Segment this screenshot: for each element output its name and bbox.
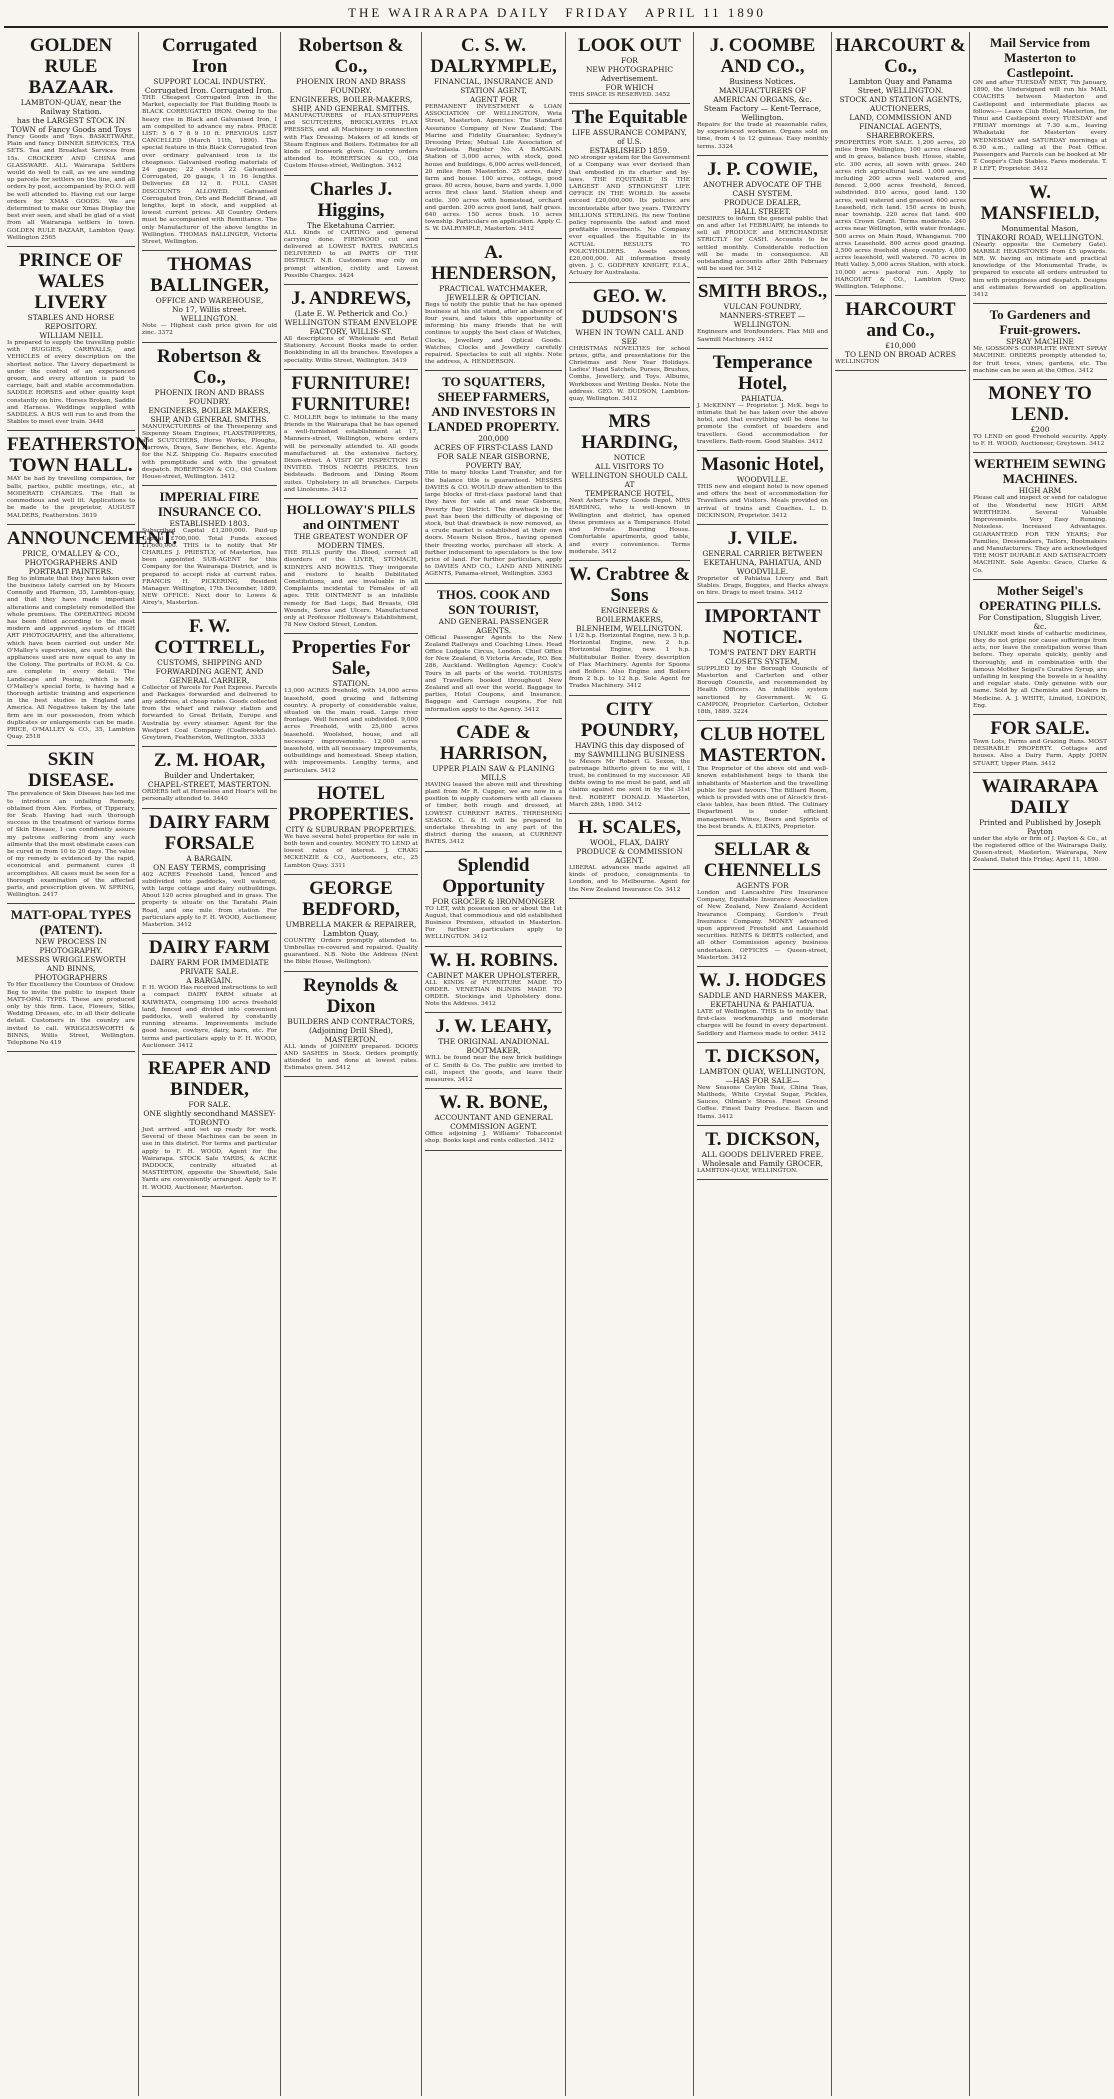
ad-subheading: DAIRY FARM FOR IMMEDIATE PRIVATE SALE. xyxy=(150,958,269,977)
ad-body: Just arrived and set up ready for work. Several of these Machines can be seen in use in this district. For terms and particular apply to F. H. WOOD, Agent for the Wairarapa. STOCK Sale YARDS, & ACRE PADDOCK, centrally situated at MASTERTON, opposite the Showfield, Sale Yards are conveniently arranged. Apply to F. H. WOOD, Auctioneer, Masterton. xyxy=(142,1127,277,1191)
advertisement xyxy=(697,32,828,156)
ad-body: Mr. GOSSON'S COMPLETE PATENT SPRAY MACHINE. ORDERS promptly attended to, for fruit trees, vines, gardens, etc. The machine can be seen at the Office. 3412 xyxy=(973,346,1107,374)
ad-subheading: WOODVILLE. xyxy=(736,475,789,485)
ad-body: Is prepared to supply the travelling public with BUGGIES, CARRYALLS, and VEHICLES of every description on the shortest notice. The Livery department is under the control of an experienced groom, and every attention is paid to carriage, bait and stable accommodation. SADDLE HORSES and other quality kept constantly on hire. Horses Broken, Saddle and Harness. Weddings supplied with SADDLES. A BUS will run to and from the Stables to meet ever train. 3448 xyxy=(7,340,135,426)
ad-body: THE PILLS purify the Blood, correct all disorders of the LIVER, STOMACH, KIDNEYS AND BOWELS. They invigorate and restore to health Debilitated Constitutions, and are invaluable in all Complaints incidental to Females of all ages. THE OINTMENT is an infallible remedy for Bad Legs, Bad Breasts, Old Wounds, Sores and Ulcers. Manufactured only at Professor Holloway's Establishment, 78 New Oxford Street, London. xyxy=(284,550,418,629)
ad-subheading: HAVING this day disposed of my SAWMILLING BUSINESS xyxy=(574,740,685,759)
ad-body: PROPERTIES FOR SALE. 1,200 acres, 20 miles from Wellington, 100 acres cleared and in grass, balance bush. House, stable, etc. 300 acres, all sown with grass. 240 acres rich agricultural land. 1,000 acres, including 200 acres well watered and fenced. 2,000 acres freehold, fenced, subdivided. 810 acres, good land. 130 acres, well watered and grassed. 600 acres Leasehold, rich land. 150 acres in bush, near township. 220 acres flat land. 400 acres Crown Grant. Terms moderate. 240 acres near Wellington, with water frontage. 500 acres on Main Road, Whanganui. 700 acres Leasehold. 800 acres good grazing. 2,500 acres freehold sheep country. 4,000 acres leasehold, well watered. 70 acres in Hutt Valley. 5,000 acres Station, with stock. 10,000 acres pastoral run. Apply to HARCOURT & CO., Lambton Quay, Wellington. Telephone. xyxy=(835,140,966,291)
ad-body: Title to many blocks Land Transfer, and for the balance title is guaranteed. MESSRS DAVIES & CO. WOULD draw attention to the large blocks of first-class pastoral land that they have for sale at and near Gisborne, Poverty Bay District. The drawback in the past has been the difficulty of disposing of stock, but that drawback is now removed, as a crude market is established at their own doors. Messrs Nelson Bros., having opened their freezing works, purchase all stock. A further inducement to speculators is the low price of land. For further particulars, apply to DAVIES AND CO., LAND AND MINING AGENTS, Panama-street, Wellington. 3363 xyxy=(425,470,562,578)
ad-heading: J. W. LEAHY, xyxy=(435,1016,552,1038)
ad-heading: F. W. COTTRELL, xyxy=(154,615,265,658)
ad-subheading: THE ORIGINAL ANADIONAL BOOTMAKER, xyxy=(438,1037,549,1056)
advertisement xyxy=(569,696,690,814)
advertisement xyxy=(7,32,135,247)
advertisement xyxy=(973,32,1107,179)
ad-heading: MATT-OPAL TYPES (PATENT). xyxy=(10,907,132,938)
ad-subheading: TEMPERANCE HOTEL, xyxy=(584,489,675,499)
ad-body: Next Asher's Fancy Goods Depot. MRS HARDING, who is well-known in Wellington and district, has opened these premises as a Temperance Hotel and Private Boarding House. Comfortable apartments, good table, and every convenience. Terms moderate. 3412 xyxy=(569,498,690,555)
ad-subheading: SADDLE AND HARNESS MAKER, EKETAHUNA & PAHIATUA. xyxy=(698,990,827,1009)
advertisement xyxy=(697,967,828,1043)
ad-heading: J. COOMBE AND CO., xyxy=(709,35,816,77)
ad-body: THIS new and elegant hotel is now opened and offers the best of accommodation for Travellers and Visitors. Meals provided on arrival of trains and Coaches. L. D. DICKINSON, Proprietor. 3412 xyxy=(697,484,828,519)
advertisement xyxy=(142,486,277,612)
advertisement xyxy=(697,156,828,279)
ad-heading: Robertson & Co., xyxy=(156,345,263,388)
masthead-title: THE WAIRARAPA DAILY xyxy=(348,5,552,20)
ad-body: Official Passenger Agents to the New Zealand Railways and Coaching Lines. Head Office Ludgate Circus, London. Chief Office for New Zealand, 6 Victoria Arcade, P.O. Box 286, Auckland. Wellington Agency: Cook's Tours in all parts of the world. TOURISTS and Travellers booked throughout New Zealand and all over the world. Baggage to parties, Hotel Coupons, and Insurance. Baggage and Carriage coupons. For full information apply to the Agency. 3412 xyxy=(425,634,562,713)
ad-subheading: WILLIAM NEILL xyxy=(39,331,103,341)
ad-subheading: STATION. xyxy=(332,679,370,689)
ad-subheading: NOTICE xyxy=(613,453,646,463)
ad-subheading: ANOTHER ADVOCATE OF THE CASH SYSTEM. xyxy=(703,179,822,198)
masthead xyxy=(0,2,1114,24)
ad-subheading: TO LEND ON BROAD ACRES xyxy=(845,350,956,360)
ad-subheading: ALL VISITORS TO WELLINGTON SHOULD CALL AT xyxy=(571,462,688,490)
advertisement xyxy=(142,934,277,1055)
ad-heading: Splendid Opportunity xyxy=(442,854,545,897)
ad-subheading: £200 xyxy=(1030,425,1050,435)
ad-heading: W. Crabtree & Sons xyxy=(569,563,690,606)
ad-body: Engineers and Ironfounders. Flax Mill and Sawmill Machinery. 3412 xyxy=(697,329,828,343)
ad-heading: ANNOUNCEMENT. xyxy=(7,527,178,549)
ad-subheading: Corrugated Iron. Corrugated Iron. xyxy=(144,86,275,95)
ad-subheading: Monumental Mason, xyxy=(1001,223,1079,233)
advertisement xyxy=(569,814,690,899)
ad-subheading: has the LARGEST STOCK IN TOWN of Fancy Goods and Toys xyxy=(10,116,132,134)
ad-heading: W. R. BONE, xyxy=(439,1092,548,1114)
advertisement xyxy=(425,371,562,583)
ad-subheading: WOOL, FLAX, DAIRY PRODUCE & COMMISSION AGENT. xyxy=(576,837,683,865)
ad-subheading: FINANCIAL, INSURANCE AND STATION AGENT, xyxy=(433,77,553,95)
column-1 xyxy=(4,32,178,2096)
advertisement xyxy=(425,947,562,1014)
ad-heading: LOOK OUT xyxy=(578,35,681,56)
advertisement xyxy=(425,32,562,239)
ad-body: Please call and inspect or send for catalogue of the Wonderful new HIGH ARM WERTHEIM. Several Valuable Improvements. Very Easy Running. Noiseless. Increased Advantages. GUARANTEED FOR TEN YEARS; For Families, Dressmakers, Tailors, Bootmakers and Manufacturers. They are acknowledged THE MOST DURABLE AND SATISFACTORY MACHINE. Sole Agents: Graco, Clarke & Co. xyxy=(973,495,1107,574)
ad-body: ALL Kinds of CARTING and general carrying done. FIREWOOD cut and delivered at LOWEST RATES. PARCELS DELIVERED to all PARTS OF THE DISTRICT. N.B. Customers may rely on prompt attention, civility and Lowest Possible Charges. 3424 xyxy=(284,229,418,279)
ad-body: ORDERS left at Horseless and Hoar's will be personally attended to. 3440 xyxy=(142,789,277,803)
ad-subheading: WHEN IN TOWN CALL AND SEE xyxy=(575,327,684,346)
ad-heading: Charles J. Higgins, xyxy=(309,178,393,221)
ad-subheading: FOR GROCER & IRONMONGER xyxy=(432,896,555,906)
ad-subheading: CUSTOMS, SHIPPING AND FORWARDING AGENT, AND GENERAL CARRIER, xyxy=(155,657,264,685)
ad-body: All descriptions of Wholesale and Retail Stationery. Account Books made to order. Bookbinding in all its branches. Envelopes a speciality. Willis Street, Wellington. 3419 xyxy=(284,336,418,364)
advertisement xyxy=(697,349,828,451)
ad-subheading: The Eketahuna Carrier. xyxy=(306,220,395,230)
advertisement xyxy=(7,904,135,1052)
ad-heading: Temperance Hotel, xyxy=(712,351,813,394)
ad-subheading: A BARGAIN. xyxy=(186,853,233,863)
advertisement xyxy=(697,278,828,348)
masthead-day: FRIDAY xyxy=(565,5,631,20)
ad-subheading: OFFICE AND WAREHOUSE, xyxy=(155,296,264,306)
ad-subheading: A BARGAIN. xyxy=(186,976,233,986)
ad-body: C. MOLLER begs to intimate to the many friends in the Wairarapa that he has opened a well-furnished establishment at 17, Manners-street, Wellington, where orders will be personally attended to. All goods manufactured at the extensive factory, Dixon-street. A VISIT OF INSPECTION IS INVITED. THOS NORTH PRICES. Iron bedsteads. Bedroom and Dining Room suites. Upholstery in all branches. Carpets and Linoleums. 3412 xyxy=(284,414,418,493)
ad-body: Office adjoining J. Williams' Tobacconist shop. Books kept and rents collected. 3412 xyxy=(425,1131,562,1145)
ad-body: MAY be had by travelling companies, for balls, parties, public meetings, etc., at MODERATE CHARGES. The Hall is commodious and well lit. Applications to be made to the proprietor, AUGUST MALDERS, Featherston. 3619 xyxy=(7,476,135,519)
ad-heading: The Equitable xyxy=(571,107,688,129)
ad-subheading: (Adjoining Drill Shed), xyxy=(308,1025,394,1035)
advertisement xyxy=(284,370,418,499)
advertisement xyxy=(142,32,277,251)
ad-subheading: (Late E. W. Petherick and Co.) xyxy=(294,309,408,319)
ad-heading: J. VILE. xyxy=(727,528,798,550)
ad-heading: T. DICKSON, xyxy=(705,1128,820,1150)
advertisement xyxy=(973,179,1107,305)
ad-subheading: ONE slightly secondhand MASSEY-TORONTO xyxy=(143,1109,276,1128)
ad-heading: SELLAR & CHENNELLS xyxy=(703,838,822,881)
ad-subheading: Lambton Quay and Panama Street, WELLINGTON. xyxy=(848,77,953,95)
ad-heading: W. J. HODGES xyxy=(698,969,827,991)
ad-subheading: MANNERS-STREET — WELLINGTON. xyxy=(719,311,806,330)
ad-body: TO LEND on good Freehold security. Apply to F. H. WOOD, Auctioneer, Greytown. 3412 xyxy=(973,434,1107,448)
column-2 xyxy=(139,32,281,2096)
ad-subheading: SUPPORT LOCAL INDUSTRY. xyxy=(153,77,266,86)
ad-heading: C. S. W. DALRYMPLE, xyxy=(430,35,557,77)
advertisement xyxy=(284,780,418,875)
ad-body: SUPPLIED by the Borough Councils of Masterton and Carterton and other Borough Councils, and recommended by Health Officers. An infallible system sanctioned by Government. W. G. CAMPION, Proprietor. Carterton, October 18th, 1889. 3224 xyxy=(697,665,828,715)
ad-subheading: PHOENIX IRON AND BRASS FOUNDRY. xyxy=(154,387,265,406)
ad-subheading: AGENTS FOR xyxy=(736,880,789,890)
ad-body: Subscribed Capital £1,200,000. Paid-up Capital £700,000. Total Funds exceed £1,600,000. THIS is to notify that Mr CHARLES J. PRIESTLY, of Masterton, has been appointed SUB-AGENT for this Company for the Wairarapa District, and is prepared to accept risks at current rates. FRANCIS H. PICKERING, Resident Manager. Wellington, 17th December, 1889. NEW OFFICE: Next door to Lowes & Airey's, Masterton. xyxy=(142,528,277,607)
ad-subheading: UPPER PLAIN SAW & PLANING MILLS xyxy=(432,763,555,782)
ad-body: ALL kinds of JOINERY prepared. DOORS AND SASHES in Stock. Orders promptly attended to and done at lowest rates. Estimates given. 3412 xyxy=(284,1043,418,1072)
ad-heading: WERTHEIM SEWING MACHINES. xyxy=(973,456,1107,487)
advertisement xyxy=(142,343,277,487)
ad-body: to Messrs Mr Robert G. Sexon, the patronage hitherto given to me will, I trust, be continued to my successor. All debts owing to me must be paid, and all claims against me sent in by the 31st first. ROBERT DONALD. Masterton, March 28th, 1890. 3412 xyxy=(569,758,690,808)
ad-subheading: ON EASY TERMS, comprising xyxy=(153,862,266,872)
ad-subheading: 200,000 xyxy=(478,434,509,444)
ad-heading: DAIRY FARM FORSALE xyxy=(148,811,271,854)
advertisement xyxy=(569,561,690,696)
ad-heading: GOLDEN RULE BAZAAR. xyxy=(28,35,114,98)
ad-body: CHRISTMAS NOVELTIES for school prizes, gifts, and presentations for the Christmas and New Year Holidays. Ladies' Hand Satchels, Purses, Brushes, Combs, Jewellery, and Toys. Albums, Workboxes and Writing Desks. Note the address. GEO. W. DUDSON, Lambton-quay, Wellington. 3412 xyxy=(569,345,690,403)
ad-heading: FURNITURE! FURNITURE! xyxy=(291,372,411,415)
advertisement xyxy=(697,603,828,721)
masthead-rule xyxy=(4,26,1108,28)
ad-subheading: Printed and Published by Joseph Payton xyxy=(979,817,1101,836)
ad-body: (Nearly opposite the Cemetery Gate). MARBLE HEADSTONES from £5 upwards. MR. W. having an intimate and practical knowledge of the Monumental Trade, is prepared to execute all orders entrusted to him with promptness and despatch. Designs and estimates forwarded on application. 3412 xyxy=(973,241,1107,299)
advertisement xyxy=(697,525,828,603)
ad-subheading: LAMBTON-QUAY, near the Railway Station. xyxy=(20,98,122,116)
ad-body: under the style or firm of J. Payton & Co., at the registered office of the Wairarapa Daily, Queen-street, Masterton, Wairarapa, New Zealand. Dated this Friday, April 11, 1890. xyxy=(973,835,1107,864)
ad-subheading: BLENHEIM, WELLINGTON. xyxy=(576,623,683,633)
advertisement xyxy=(697,721,828,836)
ad-body: 13,000 ACRES freehold, with 14,000 acres leasehold, good grazing and fattening country. A property of considerable value, situated on the main road. Large river frontage. Well fenced and subdivided. 9,000 acres Freehold, with 25,000 acres leasehold. Woolshed, house, and all necessary improvements. 12,000 acres leasehold, with all necessary improvements, outbuildings and homestead. Sheep station, with improvements. Lengthy terms, and particulars. 3412 xyxy=(284,688,418,774)
ad-heading: WAIRARAPA DAILY xyxy=(981,775,1099,818)
ad-heading: IMPERIAL FIRE INSURANCE CO. xyxy=(157,489,262,520)
ad-heading: W. MANSFIELD, xyxy=(980,181,1100,224)
ad-subheading: MASTERTON. xyxy=(324,1034,378,1044)
ad-heading: TO SQUATTERS, SHEEP FARMERS, AND INVESTORS IN LANDED PROPERTY. xyxy=(427,374,560,435)
ad-subheading: VULCAN FOUNDRY, xyxy=(723,302,802,312)
ad-body: LAMBTON-QUAY, WELLINGTON. xyxy=(697,1167,798,1174)
advertisement xyxy=(697,1043,828,1126)
ad-subheading: No 17, Willis street. xyxy=(172,305,247,315)
ad-subheading: THE GREATEST WONDER OF MODERN TIMES. xyxy=(293,532,409,551)
ad-heading: REAPER AND BINDER, xyxy=(148,1058,271,1101)
ad-subheading: NEW PHOTOGRAPHIC Advertisement. xyxy=(585,65,674,83)
ad-body: Repairs for the trade at reasonable rates, by experienced workmen. Organs sold on time, from 4 to 12 guineas. Easy monthly terms. 3324 xyxy=(697,122,828,150)
ad-subheading: NEW PROCESS IN PHOTOGRAPHY. xyxy=(35,937,107,956)
ad-subheading: WELLINGTON. xyxy=(180,314,239,324)
ad-subheading: FOR xyxy=(621,56,638,65)
advertisement xyxy=(142,613,277,748)
ad-body: Begs to notify the public that he has opened business at his old stand, after an absence of four years, and takes this opportunity of informing his many friends that he will continue to supply the best class of Watches, Clocks, Jewellery and Optical Goods. Watches, Clocks and Jewellery carefully repaired. Spectacles to suit all sights. Note the address, A. HENDERSON. xyxy=(425,301,562,366)
ad-heading: PRINCE OF WALES LIVERY xyxy=(19,250,123,314)
ad-body: THIS SPACE IS RESERVED. 3452 xyxy=(569,92,671,98)
ad-body: F. H. WOOD Has received instructions to sell a compact DAIRY FARM situate at KAIWHATA, comprising 100 acres freehold land, fenced and divided into convenient paddocks, well watered by constantly running streams. Improvements include good house, cowbyre, dairy, barn, etc. For terms and particulars apply to F. H. WOOD, Auctioneer. 3412 xyxy=(142,985,277,1049)
ad-heading: Corrugated Iron xyxy=(162,35,257,77)
ad-subheading: ESTABLISHED 1803. xyxy=(169,519,250,529)
ad-body: LIBERAL advances made against all kinds of produce, consignments to London, and to Melbourne. Agent for the New Zealand Insurance Co. 3412 xyxy=(569,864,690,893)
ad-subheading: PHOTOGRAPHERS xyxy=(34,973,108,983)
advertisement xyxy=(142,747,277,808)
ad-subheading: Business Notices. xyxy=(729,77,796,86)
advertisement xyxy=(569,408,690,561)
ad-body: The Proprietor of the above old and well-known establishment begs to thank the inhabitants of Masterton and the travelling public for past favours. The Billiard Room, which is provided with one of Alcock's first-class tables, has been fitted. The Culinary Department is under efficient management. Wines, Beers and Spirits of the best brands. A. ELKINS, Proprietor. xyxy=(697,766,828,830)
advertisement xyxy=(973,580,1107,715)
ad-heading: HOTEL PROPERTIES. xyxy=(288,782,414,825)
ad-heading: Mail Service from Masterton to Castlepoint. xyxy=(989,35,1091,80)
ad-heading: HARCOURT & Co., xyxy=(835,35,966,77)
advertisement xyxy=(569,104,690,282)
ad-body: We have several hotel properties for sale in both town and country. MONEY TO LEND at lowest rates of interest. J. CRAIG MCKENZIE & CO., Auctioneers, etc., 25 Lambton Quay. 3311 xyxy=(284,833,418,869)
ad-subheading: GENERAL CARRIER BETWEEN EKETAHUNA, PAHIATUA, AND WOODVILLE. xyxy=(702,549,823,577)
advertisement xyxy=(835,32,966,296)
ad-subheading: CITY & SUBURBAN PROPERTIES. xyxy=(285,824,417,834)
ad-heading: HOLLOWAY'S PILLS and OINTMENT xyxy=(286,502,416,533)
ad-body: MANUFACTURERS of FLAX-STRIPPERS and SCUTCHERS, BRICKLAYERS FLAX PRESSES, and all Machinery in connection with Flax Dressing. Makers of all kinds of Steam Engines and Boilers. Estimates for all kinds of Ironwork given. Country orders attended to. ROBERTSON & CO., Old Custom House-street, Wellington. 3412 xyxy=(284,113,418,170)
advertisement xyxy=(973,453,1107,579)
ad-subheading: CABINET MAKER UPHOLSTERER, xyxy=(426,970,561,980)
advertisement xyxy=(425,584,562,719)
ad-heading: SKIN DISEASE. xyxy=(27,749,115,792)
ad-body: HAVING leased the above mill and threshing plant from Mr R. Cupper, we are now in a position to supply customers with all classes of timber, both rough and dressed, at LOWEST CURRENT RATES. THRESHING SEASON. C. & H. will be prepared to undertake threshing in any part of the district during the season, at CURRENT RATES. 3412 xyxy=(425,781,562,846)
ad-subheading: LIFE ASSURANCE COMPANY, of U.S. xyxy=(572,128,687,147)
advertisement xyxy=(569,32,690,104)
ad-body: NO stronger system for the Government of a Company was ever devised than that embodied in its charter and by-laws. THE EQUITABLE IS THE LARGEST AND STRONGEST LIFE OFFICE IN THE WORLD. Its assets exceed £20,000,000. Its policies are incontestable after two years. TWENTY MILLIONS STERLING. Its new Tontine policy represents the safest and most profitable investments. No Company ever equalled the Equitable in its ACTUAL RESULTS TO POLICYHOLDERS. Assets exceed £20,000,000. All information freely given. J. C. GODFREY KNIGHT, F.I.A., Actuary for Australasia. xyxy=(569,155,690,277)
ad-body: THE Cheapest Corrugated Iron in the Market, especially for Flat Building Roofs is BLACK CORRUGATED IRON. Owing to the heavy rise in Black and Galvanised Iron, I am compelled to advance my rates. PRICE LIST: 5 6 7 8 9 10 ft. PREVIOUS LIST CANCELLED (March 11th, 1890). The special feature in this Black Corrugated Iron over ordinary galvanised iron is its cheapness. Galvanised roofing materials of 24 gauge; 22 sheets 22 Galvanised Corrugated, 26 gauge, 1 in 16 lengths. Deliveries £8 12 8. FULL CASH DISCOUNTS ALLOWED. Galvanised Corrugated Iron, Orb and Redcliff Brand, all lengths, kept in stock, and supplied at lowest current prices. All Country Orders must be accompanied with Remittance. The only Manufacturer of the above lengths in Wellington. THOMAS BALLINGER, Victoria Street, Wellington. xyxy=(142,95,277,246)
column-6 xyxy=(694,32,832,2096)
advertisement xyxy=(835,296,966,371)
ad-heading: Mother Seigel's OPERATING PILLS. xyxy=(979,582,1101,613)
masthead-date: APRIL 11 1890 xyxy=(644,5,766,20)
advertisement xyxy=(284,32,418,176)
ad-heading: A. HENDERSON, xyxy=(430,241,557,284)
ad-subheading: For Constipation, Sluggish Liver, &c. xyxy=(978,612,1102,631)
ad-heading: FOR SALE. xyxy=(990,717,1090,739)
ad-heading: Robertson & Co., xyxy=(298,35,404,77)
ad-body: COUNTRY Orders promptly attended to. Umbrellas re-covered and repaired. Quality guaranteed. N.B. Note the Address (Next the Bible House, Wellington). xyxy=(284,937,418,966)
ad-body: New Seasons Ceylon Teas, China Teas, Maltheds, White Crystal Sugar, Pickles, Sauces, Oilman's Stores. Finest Ground Coffee. Finest Dairy Produce. Bacon and Hams. 3412 xyxy=(697,1084,828,1120)
ad-heading: CITY POUNDRY, xyxy=(580,698,679,741)
ad-heading: MRS HARDING, xyxy=(581,411,678,454)
ad-heading: THOS. COOK AND SON TOURIST, xyxy=(436,586,551,617)
advertisement xyxy=(284,875,418,972)
ad-subheading: Lambton Quay, xyxy=(322,928,380,938)
ad-body: DESIRES to inform the general public that on and after 1st FEBRUARY, he intends to sell all PRODUCE and MERCHANDISE STRICTLY for CASH. Accounts to be settled monthly. Considerable reduction will be made in consequence. All outstanding accounts after 28th February will be sued for. 3412 xyxy=(697,215,828,273)
ad-body: London and Lancashire Fire Insurance Company, Equitable Insurance Association of New Zealand, New Zealand Accident Insurance Company, Gordon's Fruit Insurance Company. MONEY advanced upon approved Freehold and Leasehold securities. RENTS & DEBTS collected, and all other Commission agency business undertaken. OFFICES — Queen-street, Masterton. 3412 xyxy=(697,889,828,961)
advertisement xyxy=(569,283,690,409)
ad-subheading: WELLINGTON STEAM ENVELOPE FACTORY, WILLIS-ST. xyxy=(284,318,418,337)
ad-heading: Masonic Hotel, xyxy=(701,454,824,476)
ad-heading: J. P. COWIE, xyxy=(707,158,818,180)
advertisement xyxy=(284,285,418,370)
ad-heading: IMPORTANT NOTICE. xyxy=(704,605,821,648)
ad-subheading: LAND, COMMISSION AND FINANCIAL AGENTS, SHAREBROKERS. xyxy=(849,113,952,140)
advertisement xyxy=(284,634,418,779)
ad-subheading: PRACTICAL WATCHMAKER, JEWELLER & OPTICIAN. xyxy=(439,283,548,302)
ad-subheading: ENGINEERS, BOILER-MAKERS, SHIP, AND GENERAL SMITHS. xyxy=(289,95,413,113)
ad-subheading: STABLES AND HORSE REPOSITORY. xyxy=(27,313,115,332)
ad-subheading: ENGINEERS & BOILERMAKERS, xyxy=(596,605,663,624)
ad-heading: MONEY TO LEND. xyxy=(988,383,1092,426)
advertisement xyxy=(697,836,828,967)
ad-body: Proprietor of Pahiatua Livery and Bait Stables. Drags, Buggies, and Hacks always on hire. Drags to meet trains. 3412 xyxy=(697,576,828,597)
advertisement xyxy=(425,852,562,947)
ad-body: PERMANENT INVESTMENT & LOAN ASSOCIATION OF WELLINGTON, Weta Street, Masterton. Agencies: The Standard Assurance Company of New Zealand; The Marine and Fidelity Guarantee; Sydney's Dressing Prize; Mutual Life Association of Australasia. Register No. A BARGAIN. Station of 3,000 acres, with stock, good house and buildings. 6,000 acres well-fenced, 20 miles from Masterton. 25 acres, dairy farm and house. 100 acres, cottage, good grass. 80 acres, house, barn and yards. 1,000 acres first class land. Station sheep and cattle. 300 acres with homestead, orchard and garden. 200 acres good land, half grass. 640 acres. 150 acres bush. 10 acres township. Particulars on application. Apply C. S. W. DALRYMPLE, Masterton. 3412 xyxy=(425,104,562,233)
ad-subheading: MESSRS WRIGGLESWORTH AND BINNS, xyxy=(16,955,126,974)
ad-body: Beg to intimate that they have taken over the business lately carried on by Messrs Connolly and Harmon, 35, Lambton-quay, and that they have made important alterations and completely remodelled the whole premises. The OPERATING ROOM has been fitted according to the most modern and approved system of HIGH ART PHOTOGRAPHY, and the alterations, which have been carried out under Mr. O'Malley's supervision, are such that the appliances used are now equal to any in the Colony. The portraits of P.O.M. & Co. are complete in every detail. The Landscape and Posing, which is Mr. O'Malley's special forte, is having had a thorough artistic training and experience in the best studios in England and America. All Negatives taken by the late firm are in our possession, from which duplicates or enlargements can be made. PRICE, O'MALLEY & CO., 35, Lambton Quay. 2518 xyxy=(7,575,135,741)
ad-body: TO LET, with possession on or about the 1st August, that commodious and old established Business Premises, situated in Masterton. For further particulars apply to WELLINGTON. 3412 xyxy=(425,905,562,941)
ad-body: WELLINGTON xyxy=(835,359,880,366)
advertisement xyxy=(7,431,149,524)
ad-subheading: PRICE, O'MALLEY & CO., xyxy=(22,548,120,558)
ad-body: Fancy Goods and Toys. BASKETWARE. Plain and fancy DINNER SERVICES, TEA SETS. Tea and Breakfast Services from 15s. CROCKERY AND CHINA and GLASSWARE. ALL Wairarapa Settlers would do well to call, as we are sending up parcels for settlers on the line, and all orders by post, accompanied by P.O.O. will be well attended to. Having cut our large orders for XMAS GOODS: We are determined to make our Xmas Display the best ever seen, and shall be glad of a visit from all Wairarapa settlers in town. GOLDEN RULE BAZAAR, Lambton Quay. Wellington 2565 xyxy=(7,134,135,241)
advertisement xyxy=(425,719,562,852)
ad-heading: Properties For Sale, xyxy=(291,637,411,680)
advertisement xyxy=(142,1055,277,1197)
column-3 xyxy=(281,32,422,2096)
ad-heading: SMITH BROS., xyxy=(697,281,828,303)
ad-subheading: AND GENERAL PASSENGER AGENTS. xyxy=(438,616,549,635)
ad-body: The prevalence of Skin Disease has led me to introduce an unfailing Remedy, obtained from Alex. Forbes, of Tipperary, for Scab. Having had such thorough success in the treatment of various forms of Skin Disease, I can confidently assure my patrons suffering from any such ailments that the most obstinate cases can be cured in from 10 to 20 days. The value of my remedy is evidenced by the rapid, economical and permanent cures it accomplishes. All cases must be seen for a thorough examination of the affected parts, and prescription given. W. SPRING, Wellington. 2417 xyxy=(7,791,135,899)
ad-subheading: SPRAY MACHINE xyxy=(1006,337,1074,347)
advertisement xyxy=(7,525,178,747)
ad-body: UNLIKE most kinds of cathartic medicines, they do not gripe nor cause sufferings from acts, nor leave the constipation worse than before. They operate quickly, gently and thoroughly, and in combination with the famous Mother Seigel's Curative Syrup, are unfailing in keeping the bowels in a healthy and regular state. Only genuine with our name. Sold by all Chemists and Dealers in Medicine. A. J. WHITE, Limited, LONDON, Eng. xyxy=(973,630,1107,709)
ad-subheading: PHOENIX IRON AND BRASS FOUNDRY. xyxy=(296,77,406,95)
advertisement xyxy=(7,746,135,904)
advertisement xyxy=(7,247,135,431)
ad-body: MANUFACTURERS of the Threepenny and Sixpenny Steam Engines, FLAXSTRIPPERS, and SCUTCHERS, Horse Works, Ploughs, Harrows, Drays, Saw Benches, etc. Agents for the N.Z. Shipping Co. Repairs executed with promptitude and with the greatest despatch. ROBERTSON & CO., Old Custom House-street, Wellington. 3412 xyxy=(142,423,277,481)
ad-body: To Her Excellency the Countess of Onslow. Beg to invite the public to inspect their MATT-OPAL TYPES. These are produced only by this firm. Lace, Flowers, Silks, Wedding Dresses, etc. in all their delicate detail. Customers in the country are invited to call. WRIGGLESWORTH & BINNS, Willis Street, Wellington. Telephone No 419 xyxy=(7,982,135,1047)
advertisement xyxy=(425,239,562,372)
ad-heading: CLUB HOTEL MASTERTON. xyxy=(699,724,826,767)
ad-subheading: Steam Factory — Kent-Terrace, Wellington. xyxy=(703,104,822,122)
ad-body: LATE of Wellington. THIS is to notify that first-class workmanship and moderate charges will be found in every department. Saddlery and Harness made to order. 3412 xyxy=(697,1008,828,1037)
advertisement xyxy=(284,499,418,634)
ad-heading: Z. M. HOAR, xyxy=(153,750,266,772)
ad-heading: FEATHERSTON TOWN HALL. xyxy=(7,434,149,477)
ad-body: 1 1/2 h.p. Horizontal Engine, new. 3 h.p. Horizontal Engine, new. 2 h.p. Horizontal Engine, new. 1 h.p. Multitubular Boiler. Every description of Flax Machinery. Agents for Spoons and Boilers. Also Engine and Boilers from 2 h.p. to 12 h.p. Sole Agent for Trades Machinery. 3412 xyxy=(569,632,690,690)
ad-heading: J. ANDREWS, xyxy=(291,288,411,310)
advertisement xyxy=(697,1126,828,1180)
ad-subheading: AGENT FOR xyxy=(469,95,518,104)
ad-heading: W. H. ROBINS. xyxy=(429,949,558,971)
column-7 xyxy=(832,32,970,2096)
ad-subheading: Wholesale and Family GROCER, xyxy=(702,1158,823,1168)
advertisement xyxy=(697,451,828,525)
ad-heading: THOMAS BALLINGER, xyxy=(150,254,269,297)
ad-subheading: PAHIATUA. xyxy=(741,393,784,403)
advertisement xyxy=(284,176,418,285)
ad-subheading: ACCOUNTANT AND GENERAL COMMISSION AGENT. xyxy=(434,1113,553,1132)
ad-subheading: UMBRELLA MAKER & REPAIRER, xyxy=(285,919,417,929)
ad-subheading: PHOTOGRAPHERS AND PORTRAIT PAINTERS. xyxy=(24,557,118,576)
column-4 xyxy=(422,32,566,2096)
ad-subheading: STOCK AND STATION AGENTS, AUCTIONEERS, xyxy=(839,95,962,113)
ad-body: Collector of Parcels for Post Express. Parcels and Packages forwarded and delivered to any address, at cheap rates. Goods collected from the wharf and railway station and forwarded to Great Britain, Europe and Australia by every steamer. Agent for the Westport Coal Company (Coalbrookdale). Greytown, Featherston, Wellington. 3333 xyxy=(142,684,277,741)
ad-heading: To Gardeners and Fruit-growers. xyxy=(989,307,1091,338)
ad-subheading: PRODUCE DEALER, xyxy=(723,197,802,207)
ad-subheading: BUILDERS AND CONTRACTORS, xyxy=(287,1016,415,1026)
ad-body: WILL be found near the new brick buildings of C. Smith & Co. The public are invited to call, inspect the goods, and leave their measures. 3412 xyxy=(425,1055,562,1084)
ad-subheading: TINAKORI ROAD, WELLINGTON. xyxy=(976,232,1104,242)
ad-subheading: CHAPEL-STREET, MASTERTON. xyxy=(147,780,272,790)
advertisement xyxy=(973,304,1107,380)
ad-body: 402 ACRES Freehold Land, fenced and subdivided into paddocks, well watered, with large cottage and dairy outbuildings. About 120 acres ploughed and in grass. The property is situate on the Taratahi Plain Road, and one mile from station. For particulars apply to F. H. WOOD, Auctioneer, Masterton. 3412 xyxy=(142,871,277,928)
ad-subheading: —HAS FOR SALE— xyxy=(725,1075,800,1085)
ad-heading: GEO. W. DUDSON'S xyxy=(581,285,678,328)
ad-heading: GEORGE BEDFORD, xyxy=(302,877,400,920)
ad-subheading: ENGINEERS, BOILER MAKERS, SHIP, AND GENERAL SMITHS. xyxy=(148,405,271,424)
column-8 xyxy=(970,32,1110,2096)
column-5 xyxy=(566,32,694,2096)
ad-heading: T. DICKSON, xyxy=(705,1045,820,1067)
advertisement xyxy=(425,1089,562,1150)
advertisement xyxy=(973,380,1107,453)
ad-subheading: TOM'S PATENT DRY EARTH CLOSETS SYSTEM, xyxy=(708,647,817,666)
ad-subheading: £10,000 xyxy=(885,341,916,351)
ad-subheading: HALL STREET. xyxy=(734,206,791,216)
ad-body: Town Lots, Farms and Grazing Runs. MOST DESIRABLE PROPERTY. Cottages and houses. Also a Dairy Farm. Apply JOHN STUART, Upper Plain. 3412 xyxy=(973,738,1107,767)
ad-body: Note — Highest cash price given for old zinc. 3372 xyxy=(142,323,277,337)
ad-body: J. McKENNY — Proprietor. J. McK. begs to intimate that he has taken over the above hotel, and that everything will be done to promote the comfort of boarders and travellers. Good accommodation for travellers. Bath-room. Good Stables. 3412 xyxy=(697,402,828,445)
ad-subheading: ESTABLISHED 1859. xyxy=(589,146,670,156)
advertisement xyxy=(284,972,418,1078)
ad-heading: Reynolds & Dixon xyxy=(303,974,399,1017)
advertisement xyxy=(142,809,277,935)
advertisement xyxy=(425,1013,562,1089)
ad-subheading: HIGH ARM xyxy=(1018,486,1062,496)
ad-subheading: FOR WHICH xyxy=(605,83,654,92)
advertisement xyxy=(142,251,277,342)
ad-heading: CADE & HARRISON, xyxy=(439,721,548,764)
ad-heading: H. SCALES, xyxy=(578,816,681,838)
ad-subheading: LAMBTON QUAY, WELLINGTON, xyxy=(699,1066,826,1076)
ad-body: ALL KINDS of FURNITURE MADE TO ORDER. VENETIAN BLINDS MADE TO ORDER. Stockings and Upholstery done. Note the Address. 3412 xyxy=(425,979,562,1008)
ad-heading: DAIRY FARM xyxy=(148,937,271,959)
ad-subheading: MANUFACTURERS OF AMERICAN ORGANS, &c. xyxy=(713,86,812,104)
ad-subheading: FOR SALE. xyxy=(188,1100,231,1110)
ad-body: ON and after TUESDAY NEXT, 7th January, 1890, the Undersigned will run his MAIL COACHES between Masterton and Castlepoint and intermediate places as follows:— Leave Club Hotel, Masterton, for Tinui and Castlepoint every TUESDAY and FRIDAY mornings at 7.30 a.m., leaving Whakataki for Masterton every WEDNESDAY and SATURDAY mornings at 6.30 a.m., calling at the Post Office. Passengers and Parcels can be booked at Mr T. Cooper's Club Stables. Fares moderate. T. P. LEFT, Proprietor. 3412 xyxy=(973,80,1107,173)
ad-subheading: Builder and Undertaker, xyxy=(163,771,256,781)
advertisement xyxy=(973,773,1107,870)
advertisement xyxy=(973,715,1107,773)
ad-heading: HARCOURT and Co., xyxy=(845,299,956,342)
ad-subheading: ACRES OF FIRST-CLASS LAND FOR SALE NEAR GISBORNE, POVERTY BAY, xyxy=(434,443,553,471)
ad-subheading: ALL GOODS DELIVERED FREE. xyxy=(701,1149,824,1159)
